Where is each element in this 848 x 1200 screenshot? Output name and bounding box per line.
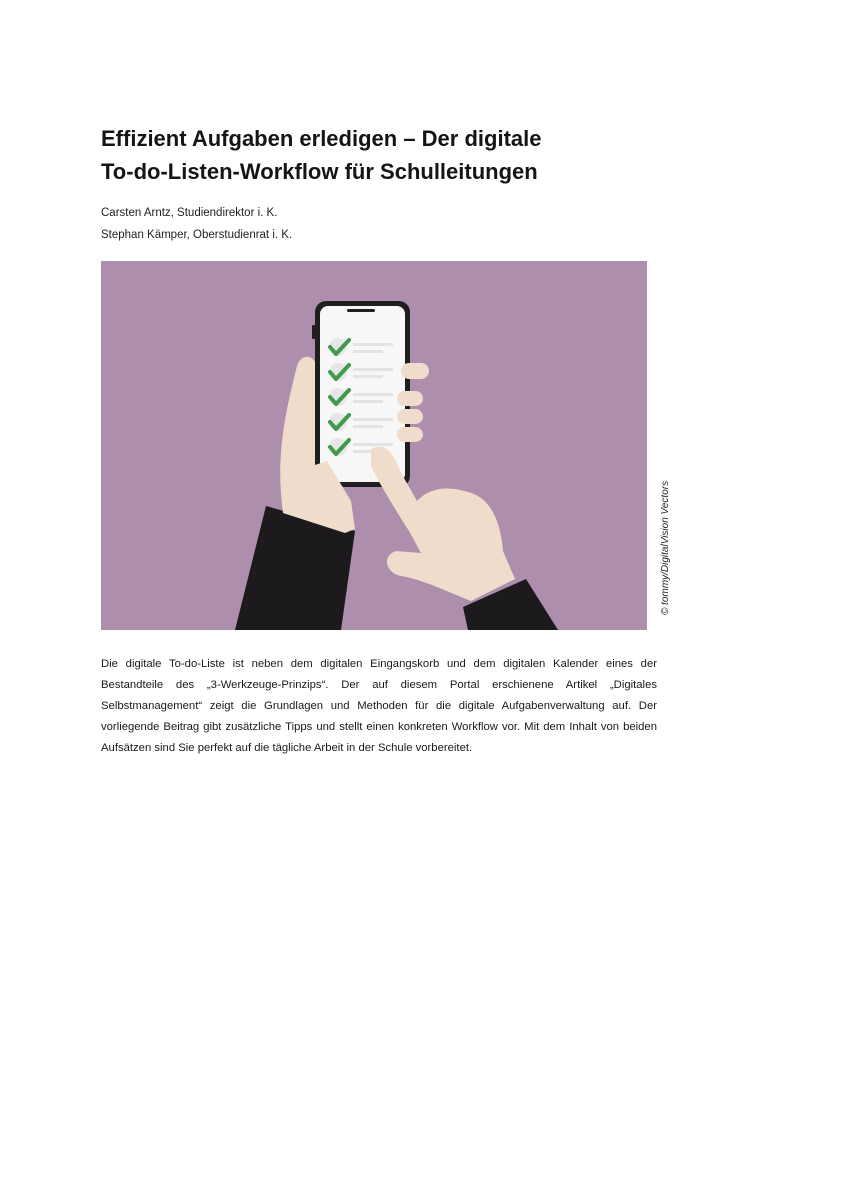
author-list: [101, 202, 292, 246]
article-title: [101, 122, 721, 188]
title-line-2: To-do-Listen-Workflow für Schulleitungen: [101, 159, 538, 184]
author-2: Stephan Kämper, Oberstudienrat i. K.: [101, 229, 293, 241]
hand-icon: [371, 447, 515, 601]
title-line-1: Effizient Aufgaben erledigen – Der digitale: [101, 126, 542, 151]
intro-paragraph: Die digitale To-do-Liste ist neben dem digitalen Eingangskorb und dem digitalen Kalender eines der Bestandteile des „3-Werkzeuge-Prinzips“. Der auf diesem Portal erschienene Artikel „Digitales Selbstmanagement“ zeigt die Grundlagen und Methoden für die digitale Aufgabenverwaltung auf. Der vorliegende Beitrag gibt zusätzliche Tipps und stellt einen konkreten Workflow vor. Mit dem Inhalt von beiden Aufsätzen sind Sie perfekt auf die tägliche Arbeit in der Schule vorbereitet.: [101, 658, 657, 754]
image-credit: © tommy/DigitalVision Vectors: [660, 480, 671, 615]
hand-holding-phone-illustration: [101, 261, 647, 630]
header-illustration: [101, 261, 647, 630]
author-1: Carsten Arntz, Studiendirektor i. K.: [101, 207, 278, 219]
